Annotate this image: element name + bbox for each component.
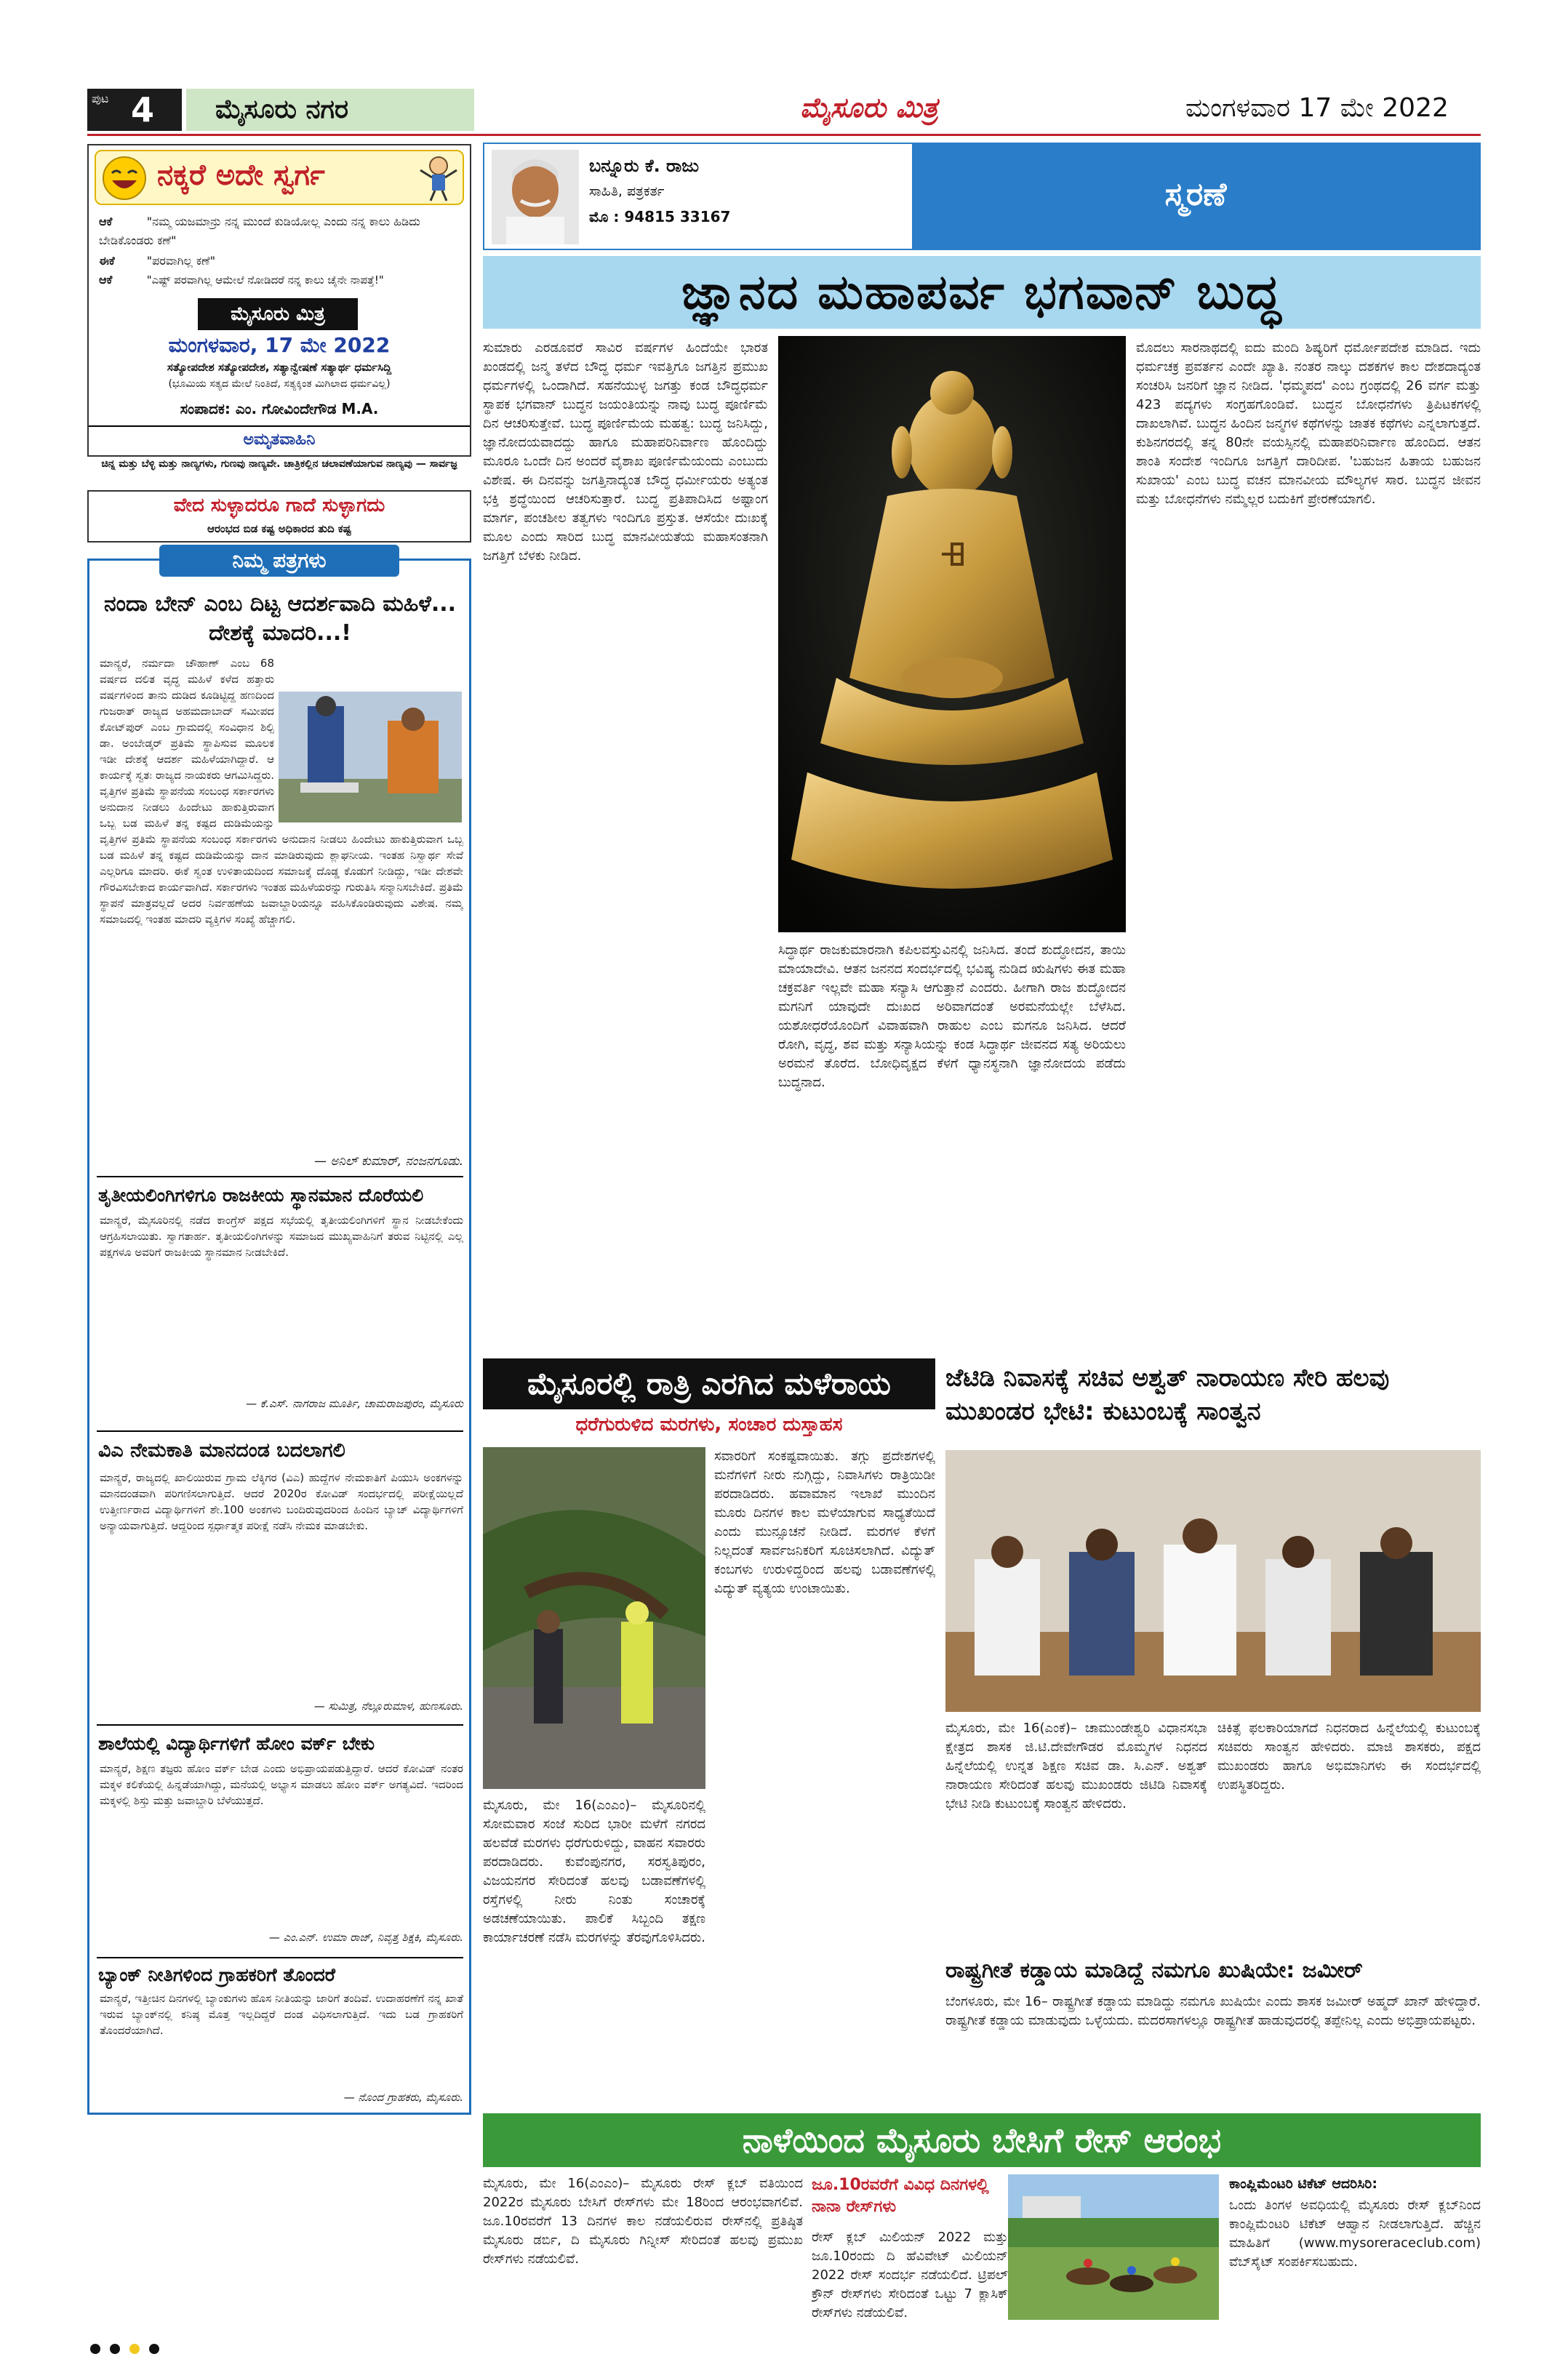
print-dot [149, 2344, 159, 2354]
joke-key: ಆಕೆ [99, 273, 113, 287]
leaders-visit-photo [945, 1450, 1481, 1712]
author-photo [492, 150, 579, 244]
letter-5-sign: — ನೊಂದ ಗ್ರಾಹಕರು, ಮೈಸೂರು. [343, 2091, 463, 2104]
letter-1-body-cont: ವೃತ್ತಿಗಳ ಪ್ರತಿಮೆ ಸ್ಥಾಪನೆಯ ಸಂಬಂಧ ಸರ್ಕಾರಗಳು ಅನುದಾನ ನೀಡಲು ಹಿಂದೇಟು ಹಾಕುತ್ತಿರುವಾಗ ಒಬ್ಬ ಬಡ ಮಹಿಳೆ ತನ್ನ ಕಷ್ಟದ ದುಡಿಮೆಯನ್ನು ದಾನ ಮಾಡಿರುವುದು ಶ್ಲಾಘನೀಯ. ಇಂತಹ ನಿಸ್ವಾರ್ಥ ಸೇವೆ ಎಲ್ಲರಿಗೂ ಮಾದರಿ. ಈಕೆ ಸ್ವಂತ ಉಳಿತಾಯದಿಂದ ಸಮಾಜಕ್ಕೆ ದೊಡ್ಡ ಕೊಡುಗೆ ನೀಡಿದ್ದು, ಇಡೀ ದೇಶವೇ ಗೌರವಿಸಬೇಕಾದ ಕಾರ್ಯವಾಗಿದೆ. ಸರ್ಕಾರಗಳು ಇಂತಹ ಮಹಿಳೆಯರನ್ನು ಗುರುತಿಸಿ ಸನ್ಮಾನಿಸಬೇಕಿದೆ. ಪ್ರತಿಮೆ ಸ್ಥಾಪನೆ ಮಾತ್ರವಲ್ಲದೆ ಅದರ ನಿರ್ವಹಣೆಯ ಜವಾಬ್ದಾರಿಯನ್ನೂ ವಹಿಸಿಕೊಂಡಿರುವುದು ವಿಶೇಷ. ನಮ್ಮ ಸಮಾಜದಲ್ಲಿ ಇಂತಹ ಮಾದರಿ ವ್ಯಕ್ತಿಗಳ ಸಂಖ್ಯೆ ಹೆಚ್ಚಾಗಲಿ. [100, 833, 463, 926]
letter-3-body: ಮಾನ್ಯರೆ, ರಾಜ್ಯದಲ್ಲಿ ಖಾಲಿಯಿರುವ ಗ್ರಾಮ ಲೆಕ್ಕಿಗರ (ವಿಎ) ಹುದ್ದೆಗಳ ನೇಮಕಾತಿಗೆ ಪಿಯುಸಿ ಅಂಕಗಳನ್ನು ಮಾನದಂಡವಾಗಿ ಪರಿಗಣಿಸಲಾಗುತ್ತಿದೆ. ಆದರೆ 2020ರ ಕೋವಿಡ್ ಸಂದರ್ಭದಲ್ಲಿ ಪರೀಕ್ಷೆಯಿಲ್ಲದೆ ಉತ್ತೀರ್ಣರಾದ ವಿದ್ಯಾರ್ಥಿಗಳಿಗೆ ಶೇ.100 ಅಂಕಗಳು ಬಂದಿರುವುದರಿಂದ ಹಿಂದಿನ ಬ್ಯಾಚ್ ವಿದ್ಯಾರ್ಥಿಗಳಿಗೆ ಅನ್ಯಾಯವಾಗುತ್ತಿದೆ. ಆದ್ದರಿಂದ ಸ್ಪರ್ಧಾತ್ಮಕ ಪರೀಕ್ಷೆ ನಡೆಸಿ ನೇಮಕ ಮಾಡಬೇಕು. [100, 1471, 463, 1532]
race-col-2-head: ಜೂ.10ರವರೆಗೆ ವಿವಿಧ ದಿನಗಳಲ್ಲಿ ನಾನಾ ರೇಸ್‌ಗಳು [812, 2176, 989, 2216]
mini-logo-box [198, 298, 358, 330]
amruta-text: ಚಿನ್ನ ಮತ್ತು ಬೆಳ್ಳಿ ಮತ್ತು ನಾಣ್ಯಗಳು, ಗುಣವು ನಾಣ್ಯವೇ. ಚಾತ್ರಿಕಲ್ಲಿನ ಚಲಾವಣೆಯಾಗುವ ನಾಣ್ಯವು — ಸಾರ್ವಜ್ಞ [101, 458, 457, 470]
mini-paper-logo: ಮೈಸೂರು ಮಿತ್ರ [231, 303, 325, 325]
letter-2-title: ತೃತೀಯಲಿಂಗಿಗಳಿಗೂ ರಾಜಕೀಯ ಸ್ಥಾನಮಾನ ದೊರೆಯಲಿ [98, 1185, 424, 1206]
letter-5-title: ಬ್ಯಾಂಕ್ ನೀತಿಗಳಿಂದ ಗ್ರಾಹಕರಿಗೆ ತೊಂದರೆ [98, 1964, 336, 1985]
joke-box [87, 144, 471, 457]
section-title-box [186, 89, 474, 131]
rain-col-1: ಮೈಸೂರು, ಮೇ 16(ಎಂಎಂ)– ಮೈಸೂರಿನಲ್ಲಿ ಸೋಮವಾರ ಸಂಜೆ ಸುರಿದ ಭಾರೀ ಮಳೆಗೆ ನಗರದ ಹಲವೆಡೆ ಮರಗಳು ಧರೆಗುರುಳಿದ್ದು, ವಾಹನ ಸವಾರರು ಪರದಾಡಿದರು. ಕುವೆಂಪುನಗರ, ಸರಸ್ವತಿಪುರಂ, ವಿಜಯನಗರ ಸೇರಿದಂತೆ ಹಲವು ಬಡಾವಣೆಗಳಲ್ಲಿ ರಸ್ತೆಗಳಲ್ಲಿ ನೀರು ನಿಂತು ಸಂಚಾರಕ್ಕೆ ಅಡಚಣೆಯಾಯಿತು. ಪಾಲಿಕೆ ಸಿಬ್ಬಂದಿ ತಕ್ಷಣ ಕಾರ್ಯಾಚರಣೆ ನಡೆಸಿ ಮರಗಳನ್ನು ತೆರವುಗೊಳಿಸಿದರು. [483, 1798, 705, 1945]
print-dot [110, 2344, 120, 2354]
rain-headline: ಮೈಸೂರಲ್ಲಿ ರಾತ್ರಿ ಎರಗಿದ ಮಳೆರಾಯ [483, 1358, 935, 1409]
column-label: ಸ್ಮರಣೆ [1164, 176, 1227, 213]
joke-line-3 [99, 271, 463, 289]
race-banner: ನಾಳೆಯಿಂದ ಮೈಸೂರು ಬೇಸಿಗೆ ರೇಸ್ ಆರಂಭ [483, 2113, 1481, 2167]
author-phone: ಮೊ : 94815 33167 [589, 208, 731, 225]
masthead-rule [87, 134, 1481, 136]
letter-4-sign: — ಎಂ.ಎನ್. ಉಮಾ ರಾಜ್, ನಿವೃತ್ತ ಶಿಕ್ಷಕಿ, ಮೈಸೂರು. [268, 1931, 463, 1944]
page-label: ಪುಟ [92, 92, 109, 105]
horse-race-photo [1008, 2174, 1219, 2320]
cartoon-figure-icon [416, 154, 461, 202]
page-number-box [87, 89, 182, 131]
letter-3-sign: — ಸುಮಿತ್ರ, ನೆಲ್ಲೂರುಮಾಳ, ಹುಣಸೂರು. [313, 1700, 463, 1713]
joke-key: ಆಕೆ [99, 215, 113, 228]
race-col-3: ಒಂದು ತಿಂಗಳ ಅವಧಿಯಲ್ಲಿ ಮೈಸೂರು ರೇಸ್ ಕ್ಲಬ್‌ನಿಂದ ಕಾಂಪ್ಲಿಮೆಂಟರಿ ಟಿಕೆಟ್ ಆಹ್ವಾನ ನೀಡಲಾಗುತ್ತಿದೆ. ಹೆಚ್ಚಿನ ಮಾಹಿತಿಗೆ (www.mysoreraceclub.com) ವೆಬ್‌ಸೈಟ್ ಸಂಪರ್ಕಿಸಬಹುದು. [1229, 2198, 1481, 2270]
author-role: ಸಾಹಿತಿ, ಪತ್ರಕರ್ತ [589, 183, 665, 199]
buddha-statue-photo [778, 336, 1126, 932]
veda-box [87, 490, 471, 543]
print-dot [90, 2344, 100, 2354]
print-dot [129, 2344, 140, 2354]
letter-4-title: ಶಾಲೆಯಲ್ಲಿ ವಿದ್ಯಾರ್ಥಿಗಳಿಗೆ ಹೋಂ ವರ್ಕ್ ಬೇಕು [98, 1733, 375, 1754]
letters-divider [97, 1724, 463, 1726]
smarane-col-1: ಸುಮಾರು ಎರಡೂವರೆ ಸಾವಿರ ವರ್ಷಗಳ ಹಿಂದೆಯೇ ಭಾರತ ಖಂಡದಲ್ಲಿ ಜನ್ಮ ತಳೆದ ಬೌದ್ಧ ಧರ್ಮ ಇವತ್ತಿಗೂ ಜಗತ್ತಿನ ಪ್ರಮುಖ ಧರ್ಮಗಳಲ್ಲಿ ಒಂದಾಗಿದೆ. ಸಹನೆಯುಳ್ಳ ಜಗತ್ತು ಕಂಡ ಬೌದ್ಧಧರ್ಮ ಸ್ಥಾಪಕ ಭಗವಾನ್ ಬುದ್ಧನ ಜಯಂತಿಯನ್ನು ನಾವು ಬುದ್ಧ ಪೂರ್ಣಿಮೆ ದಿನ ಆಚರಿಸುತ್ತೇವೆ. ಬುದ್ಧ ಪೂರ್ಣಿಮೆಯ ಮಹತ್ವ: ಬುದ್ಧ ಜನಿಸಿದ್ದು, ಜ್ಞಾನೋದಯವಾದದ್ದು ಹಾಗೂ ಮಹಾಪರಿನಿರ್ವಾಣ ಹೊಂದಿದ್ದು ಮೂರೂ ಒಂದೇ ದಿನ ಅಂದರೆ ವೈಶಾಖ ಪೂರ್ಣಿಮೆಯಂದು ಎಂಬುದು ವಿಶೇಷ. ಈ ದಿನವನ್ನು ಜಗತ್ತಿನಾದ್ಯಂತ ಬೌದ್ಧ ಧರ್ಮೀಯರು ಅತ್ಯಂತ ಭಕ್ತಿ ಶ್ರದ್ಧೆಯಿಂದ ಆಚರಿಸುತ್ತಾರೆ. ಬುದ್ಧ ಪ್ರತಿಪಾದಿಸಿದ ಅಷ್ಟಾಂಗ ಮಾರ್ಗ, ಪಂಚಶೀಲ ತತ್ವಗಳು ಇಂದಿಗೂ ಪ್ರಸ್ತುತ. ಆಸೆಯೇ ದುಃಖಕ್ಕೆ ಮೂಲ ಎಂದು ಸಾರಿದ ಬುದ್ಧ ಮಾನವೀಯತೆಯ ಮಹಾಸಂತನಾಗಿ ಜಗತ್ತಿಗೆ ಬೆಳಕು ನೀಡಿದ. [483, 340, 768, 564]
smarane-col-3: ಮೊದಲು ಸಾರನಾಥದಲ್ಲಿ ಐದು ಮಂದಿ ಶಿಷ್ಯರಿಗೆ ಧರ್ಮೋಪದೇಶ ಮಾಡಿದ. ಇದು ಧರ್ಮಚಕ್ರ ಪ್ರವರ್ತನ ಎಂದೇ ಖ್ಯಾತಿ. ನಂತರ ನಾಲ್ಕು ದಶಕಗಳ ಕಾಲ ದೇಶದಾದ್ಯಂತ ಸಂಚರಿಸಿ ಜನರಿಗೆ ಜ್ಞಾನ ನೀಡಿದ. 'ಧಮ್ಮಪದ' ಎಂಬ ಗ್ರಂಥದಲ್ಲಿ 26 ವರ್ಗ ಮತ್ತು 423 ಪದ್ಯಗಳು ಸಂಗ್ರಹಗೊಂಡಿವೆ. ಬುದ್ಧನ ಬೋಧನೆಗಳು ತ್ರಿಪಿಟಕಗಳಲ್ಲಿ ದಾಖಲಾಗಿವೆ. ಬುದ್ಧನ ಹಿಂದಿನ ಜನ್ಮಗಳ ಕಥೆಗಳನ್ನು ಜಾತಕ ಕಥೆಗಳು ಎನ್ನಲಾಗುತ್ತದೆ. ಕುಶಿನಗರದಲ್ಲಿ ತನ್ನ 80ನೇ ವಯಸ್ಸಿನಲ್ಲಿ ಮಹಾಪರಿನಿರ್ವಾಣ ಹೊಂದಿದ. ಆತನ ಶಾಂತಿ ಸಂದೇಶ ಇಂದಿಗೂ ಜಗತ್ತಿಗೆ ದಾರಿದೀಪ. 'ಬಹುಜನ ಹಿತಾಯ ಬಹುಜನ ಸುಖಾಯ' ಎಂಬ ಬುದ್ಧ ವಚನ ಮಾನವೀಯ ಮೌಲ್ಯಗಳ ಸಾರ. ಬುದ್ಧನ ಜೀವನ ಮತ್ತು ಬೋಧನೆಗಳು ನಮ್ಮೆಲ್ಲರ ಬದುಕಿಗೆ ಪ್ರೇರಣೆಯಾಗಲಿ. [1136, 340, 1481, 507]
letter-1-sign: — ಅನಿಲ್ ಕುಮಾರ್, ನಂಜನಗೂಡು. [313, 1154, 463, 1169]
ashwath-col-2: ಚಿಕಿತ್ಸೆ ಫಲಕಾರಿಯಾಗದೆ ನಿಧನರಾದ ಹಿನ್ನೆಲೆಯಲ್ಲಿ ಕುಟುಂಬಕ್ಕೆ ಸಚಿವರು ಸಾಂತ್ವನ ಹೇಳಿದರು. ಮಾಜಿ ಶಾಸಕರು, ಪಕ್ಷದ ಮುಖಂಡರು ಹಾಗೂ ಅಭಿಮಾನಿಗಳು ಈ ಸಂದರ್ಭದಲ್ಲಿ ಉಪಸ್ಥಿತರಿದ್ದರು. [1217, 1721, 1481, 1793]
ashwath-headline: ಜೆಟಿಡಿ ನಿವಾಸಕ್ಕೆ ಸಚಿವ ಅಶ್ವತ್ ನಾರಾಯಣ ಸೇರಿ ಹಲವು ಮುಖಂಡರ ಭೇಟಿ: ಕುಟುಂಬಕ್ಕೆ ಸಾಂತ್ವನ [945, 1364, 1390, 1426]
letters-divider [97, 1176, 463, 1177]
issue-date: ಮಂಗಳವಾರ 17 ಮೇ 2022 [1185, 93, 1449, 123]
joke-box-divider [89, 425, 470, 427]
veda-title: ವೇದ ಸುಳ್ಳಾದರೂ ಗಾದೆ ಸುಳ್ಳಾಗದು [173, 495, 385, 516]
letters-banner-title: ನಿಮ್ಮ ಪತ್ರಗಳು [232, 548, 327, 572]
ambedkar-statue-photo [279, 692, 462, 822]
letters-section [87, 548, 471, 2115]
joke-header [95, 150, 464, 205]
box-sub-line: ಸತ್ಯೋಪದೇಶ ಸತ್ಯೋಪದೇಶ, ಸತ್ಯಾನ್ವೇಷಣೆ ಸತ್ಯಾರ್ಥ ಧರ್ಮಸಿದ್ದಿ [167, 361, 392, 374]
letters-divider [97, 1430, 463, 1432]
section-title: ಮೈಸೂರು ನಗರ [215, 95, 349, 124]
letter-3-title: ವಿಎ ನೇಮಕಾತಿ ಮಾನದಂಡ ಬದಲಾಗಲಿ [98, 1439, 345, 1462]
page-number: 4 [131, 90, 155, 129]
editor-line: ಸಂಪಾದಕ: ಎಂ. ಗೋವಿಂದೇಗೌಡ M.A. [180, 400, 379, 417]
race-col-2: ರೇಸ್ ಕ್ಲಬ್ ಮಿಲಿಯನ್ 2022 ಮತ್ತು ಜೂ.10ರಂದು ದಿ ಹೆವಿವೇಟ್ ಮಿಲಿಯನ್ 2022 ರೇಸ್ ಸಂದರ್ಭ ನಡೆಯಲಿದೆ. ಟ್ರಿಪಲ್ ಕ್ರೌನ್ ರೇಸ್‌ಗಳು ಸೇರಿದಂತೆ ಒಟ್ಟು 7 ಕ್ಲಾಸಿಕ್ ರೇಸ್‌ಗಳು ನಡೆಯಲಿವೆ. [812, 2230, 1008, 2321]
letter-2-sign: — ಕೆ.ಎಸ್. ನಾಗರಾಜ ಮೂರ್ತಿ, ಚಾಮರಾಜಪುರಂ, ಮೈಸೂರು [246, 1397, 463, 1410]
race-col-3-head: ಕಾಂಪ್ಲಿಮೆಂಟರಿ ಟಿಕೆಟ್ ಆದರಿಸಿರಿ: [1229, 2176, 1377, 2192]
amruta-title: ಅಮೃತವಾಹಿನಿ [243, 431, 316, 449]
paper-logo: ಮೈಸೂರು ಮಿತ್ರ [800, 92, 938, 124]
letter-2-body: ಮಾನ್ಯರೆ, ಮೈಸೂರಿನಲ್ಲಿ ನಡೆದ ಕಾಂಗ್ರೆಸ್ ಪಕ್ಷದ ಸಭೆಯಲ್ಲಿ ತೃತೀಯಲಿಂಗಿಗಳಿಗೆ ಸ್ಥಾನ ನೀಡಬೇಕೆಂದು ಆಗ್ರಹಿಸಲಾಯಿತು. ಸ್ವಾಗತಾರ್ಹ. ತೃತೀಯಲಿಂಗಿಗಳನ್ನು ಸಮಾಜದ ಮುಖ್ಯವಾಹಿನಿಗೆ ತರುವ ನಿಟ್ಟಿನಲ್ಲಿ ಎಲ್ಲ ಪಕ್ಷಗಳೂ ಅವರಿಗೆ ರಾಜಕೀಯ ಸ್ಥಾನಮಾನ ನೀಡಬೇಕಿದೆ. [100, 1214, 463, 1259]
joke-text: "ನಮ್ಮ ಯಜಮಾನ್ರು ನನ್ನ ಮುಂದೆ ಕುಡಿಯೋಲ್ಲ ಎಂದು ನನ್ನ ಕಾಲು ಹಿಡಿದು ಬೇಡಿಕೊಂಡರು ಕಣೆ" [99, 215, 420, 247]
laughing-face-icon [102, 156, 147, 201]
footer-dots-left [87, 2343, 162, 2357]
joke-box-title: ನಕ್ಕರೆ ಅದೇ ಸ್ವರ್ಗ [157, 159, 325, 192]
letter-4-body: ಮಾನ್ಯರೆ, ಶಿಕ್ಷಣ ತಜ್ಞರು ಹೋಂ ವರ್ಕ್ ಬೇಡ ಎಂದು ಅಭಿಪ್ರಾಯಪಡುತ್ತಿದ್ದಾರೆ. ಆದರೆ ಕೋವಿಡ್ ನಂತರ ಮಕ್ಕಳ ಕಲಿಕೆಯಲ್ಲಿ ಹಿನ್ನಡೆಯಾಗಿದ್ದು, ಮನೆಯಲ್ಲಿ ಅಭ್ಯಾಸ ಮಾಡಲು ಹೋಂ ವರ್ಕ್ ಅಗತ್ಯವಿದೆ. ಇದರಿಂದ ಮಕ್ಕಳಲ್ಲಿ ಶಿಸ್ತು ಮತ್ತು ಜವಾಬ್ದಾರಿ ಬೆಳೆಯುತ್ತದೆ. [100, 1762, 463, 1807]
rain-col-2: ಸವಾರರಿಗೆ ಸಂಕಷ್ಟವಾಯಿತು. ತಗ್ಗು ಪ್ರದೇಶಗಳಲ್ಲಿ ಮನೆಗಳಿಗೆ ನೀರು ನುಗ್ಗಿದ್ದು, ನಿವಾಸಿಗಳು ರಾತ್ರಿಯಿಡೀ ಪರದಾಡಿದರು. ಹವಾಮಾನ ಇಲಾಖೆ ಮುಂದಿನ ಮೂರು ದಿನಗಳ ಕಾಲ ಮಳೆಯಾಗುವ ಸಾಧ್ಯತೆಯಿದೆ ಎಂದು ಮುನ್ಸೂಚನೆ ನೀಡಿದೆ. ಮರಗಳ ಕೆಳಗೆ ನಿಲ್ಲದಂತೆ ಸಾರ್ವಜನಿಕರಿಗೆ ಸೂಚಿಸಲಾಗಿದೆ. ವಿದ್ಯುತ್ ಕಂಬಗಳು ಉರುಳಿದ್ದರಿಂದ ಹಲವು ಬಡಾವಣೆಗಳಲ್ಲಿ ವಿದ್ಯುತ್ ವ್ಯತ್ಯಯ ಉಂಟಾಯಿತು. [714, 1449, 935, 1596]
letters-divider [97, 1957, 463, 1958]
race-col-1: ಮೈಸೂರು, ಮೇ 16(ಎಂಎಂ)– ಮೈಸೂರು ರೇಸ್ ಕ್ಲಬ್ ವತಿಯಿಂದ 2022ರ ಮೈಸೂರು ಬೇಸಿಗೆ ರೇಸ್‌ಗಳು ಮೇ 18ರಿಂದ ಆರಂಭವಾಗಲಿವೆ. ಜೂ.10ರವರೆಗೆ 13 ದಿನಗಳ ಕಾಲ ನಡೆಯಲಿರುವ ರೇಸ್‌ನಲ್ಲಿ ಪ್ರತಿಷ್ಠಿತ ಮೈಸೂರು ಡರ್ಬಿ, ದಿ ಮೈಸೂರು ಗಿನ್ನೀಸ್ ಸೇರಿದಂತೆ ಹಲವು ಪ್ರಮುಖ ರೇಸ್‌ಗಳು ನಡೆಯಲಿವೆ. [483, 2176, 803, 2267]
ashwath-col-1: ಮೈಸೂರು, ಮೇ 16(ಎಂಕೆ)– ಚಾಮುಂಡೇಶ್ವರಿ ವಿಧಾನಸಭಾ ಕ್ಷೇತ್ರದ ಶಾಸಕ ಜಿ.ಟಿ.ದೇವೇಗೌಡರ ಮೊಮ್ಮಗಳ ನಿಧನದ ಹಿನ್ನೆಲೆಯಲ್ಲಿ ಉನ್ನತ ಶಿಕ್ಷಣ ಸಚಿವ ಡಾ. ಸಿ.ಎನ್. ಅಶ್ವತ್ ನಾರಾಯಣ ಸೇರಿದಂತೆ ಹಲವು ಮುಖಂಡರು ಜಿಟಿಡಿ ನಿವಾಸಕ್ಕೆ ಭೇಟಿ ನೀಡಿ ಕುಟುಂಬಕ್ಕೆ ಸಾಂತ್ವನ ಹೇಳಿದರು. [945, 1721, 1207, 1811]
letter-1-body: ಮಾನ್ಯರೆ, ನರ್ಮದಾ ಚೌಹಾಣ್ ಎಂಬ 68 ವರ್ಷದ ದಲಿತ ವೃದ್ಧ ಮಹಿಳೆ ಕಳೆದ ಹತ್ತಾರು ವರ್ಷಗಳಿಂದ ತಾನು ದುಡಿದ ಕೂಡಿಟ್ಟಿದ್ದ ಹಣದಿಂದ ಗುಜರಾತ್ ರಾಜ್ಯದ ಅಹಮದಾಬಾದ್ ಸಮೀಪದ ಕೋಟ್‌ಪುರ್ ಎಂಬ ಗ್ರಾಮದಲ್ಲಿ ಸಂವಿಧಾನ ಶಿಲ್ಪಿ ಡಾ. ಅಂಬೇಡ್ಕರ್ ಪ್ರತಿಮೆ ಸ್ಥಾಪಿಸುವ ಮೂಲಕ ಇಡೀ ದೇಶಕ್ಕೆ ಆದರ್ಶ ಮಹಿಳೆಯಾಗಿದ್ದಾರೆ. ಆ ಕಾರ್ಯಕ್ಕೆ ಸ್ವತಃ ರಾಜ್ಯದ ನಾಯಕರು ಆಗಮಿಸಿದ್ದರು. ವೃತ್ತಿಗಳ ಪ್ರತಿಮೆ ಸ್ಥಾಪನೆಯ ಸಂಬಂಧ ಸರ್ಕಾರಗಳು ಅನುದಾನ ನೀಡಲು ಹಿಂದೇಟು ಹಾಕುತ್ತಿರುವಾಗ ಒಬ್ಬ ಬಡ ಮಹಿಳೆ ತನ್ನ ಕಷ್ಟದ ದುಡಿಮೆಯನ್ನು [100, 657, 274, 830]
masthead [87, 89, 1481, 132]
letter-5-body: ಮಾನ್ಯರೆ, ಇತ್ತೀಚಿನ ದಿನಗಳಲ್ಲಿ ಬ್ಯಾಂಕುಗಳು ಹೊಸ ನೀತಿಯನ್ನು ಜಾರಿಗೆ ತಂದಿವೆ. ಉದಾಹರಣೆಗೆ ನನ್ನ ಖಾತೆ ಇರುವ ಬ್ಯಾಂಕ್‌ನಲ್ಲಿ ಕನಿಷ್ಠ ಮೊತ್ತ ಇಲ್ಲದಿದ್ದರೆ ದಂಡ ವಿಧಿಸಲಾಗುತ್ತಿದೆ. ಇದು ಬಡ ಗ್ರಾಹಕರಿಗೆ ತೊಂದರೆಯಾಗಿದೆ. [100, 1992, 463, 2037]
column-label-box [912, 144, 1479, 249]
smarane-headline: ಜ್ಞಾನದ ಮಹಾಪರ್ವ ಭಗವಾನ್ ಬುದ್ಧ [483, 256, 1481, 329]
smarane-header [483, 143, 1481, 250]
letter-1-title: ನಂದಾ ಬೇನ್ ಎಂಬ ದಿಟ್ಟ ಆದರ್ಶವಾದಿ ಮಹಿಳೆ... ದೇಶಕ್ಕೆ ಮಾದರಿ...! [103, 591, 457, 646]
box-date-line: ಮಂಗಳವಾರ, 17 ಮೇ 2022 [168, 333, 391, 357]
smarane-col-2: ಸಿದ್ಧಾರ್ಥ ರಾಜಕುಮಾರನಾಗಿ ಕಪಿಲವಸ್ತುವಿನಲ್ಲಿ ಜನಿಸಿದ. ತಂದೆ ಶುದ್ಧೋದನ, ತಾಯಿ ಮಾಯಾದೇವಿ. ಆತನ ಜನನದ ಸಂದರ್ಭದಲ್ಲಿ ಭವಿಷ್ಯ ನುಡಿದ ಋಷಿಗಳು ಈತ ಮಹಾ ಚಕ್ರವರ್ತಿ ಇಲ್ಲವೇ ಮಹಾ ಸನ್ಯಾಸಿ ಆಗುತ್ತಾನೆ ಎಂದರು. ಹೀಗಾಗಿ ರಾಜ ಶುದ್ಧೋದನ ಮಗನಿಗೆ ಯಾವುದೇ ದುಃಖದ ಅರಿವಾಗದಂತೆ ಅರಮನೆಯಲ್ಲೇ ಬೆಳೆಸಿದ. ಯಶೋಧರೆಯೊಂದಿಗೆ ವಿವಾಹವಾಗಿ ರಾಹುಲ ಎಂಬ ಮಗನೂ ಜನಿಸಿದ. ಆದರೆ ರೋಗಿ, ವೃದ್ಧ, ಶವ ಮತ್ತು ಸನ್ಯಾಸಿಯನ್ನು ಕಂಡ ಸಿದ್ಧಾರ್ಥ ಜೀವನದ ಸತ್ಯ ಅರಿಯಲು ಅರಮನೆ ತೊರೆದ. ಬೋಧಿವೃಕ್ಷದ ಕೆಳಗೆ ಧ್ಯಾನಸ್ಥನಾಗಿ ಜ್ಞಾನೋದಯ ಪಡೆದು ಬುದ್ಧನಾದ. [778, 942, 1126, 1090]
zameer-headline: ರಾಷ್ಟ್ರಗೀತೆ ಕಡ್ಡಾಯ ಮಾಡಿದ್ದೆ ನಮಗೂ ಖುಷಿಯೇ: ಜಮೀರ್ [945, 1958, 1363, 1983]
rain-subhead: ಧರೆಗುರುಳಿದ ಮರಗಳು, ಸಂಚಾರ ದುಸ್ತಾಹಸ [575, 1414, 843, 1436]
joke-line-1 [99, 212, 463, 250]
fallen-tree-photo [483, 1447, 705, 1789]
box-sub-line-2: (ಭೂಮಿಯ ಸತ್ಯದ ಮೇಲೆ ನಿಂತಿದೆ, ಸತ್ಯಕ್ಕಿಂತ ಮಿಗಿಲಾದ ಧರ್ಮವಿಲ್ಲ) [168, 378, 391, 390]
veda-text: ಆರಂಭದ ಬಿಡ ಕಷ್ಟ ಅಧಿಕಾರದ ತುದಿ ಕಷ್ಟ [207, 522, 351, 535]
joke-text: "ಎಷ್ಟ್ ಪರವಾಗಿಲ್ಲ ಆಮೇಲೆ ನೋಡಿದರೆ ನನ್ನ ಕಾಲು ಚೈನೇ ನಾಪತ್ತೆ!" [146, 273, 384, 287]
letters-banner [159, 545, 399, 577]
author-name: ಬನ್ನೂರು ಕೆ. ರಾಜು [589, 156, 699, 176]
joke-text: "ಪರವಾಗಿಲ್ಲ ಕಣೆ" [146, 254, 216, 268]
joke-line-2 [99, 252, 463, 271]
joke-key: ಈಕೆ [99, 254, 115, 268]
zameer-body: ಬೆಂಗಳೂರು, ಮೇ 16– ರಾಷ್ಟ್ರಗೀತೆ ಕಡ್ಡಾಯ ಮಾಡಿದ್ದು ನಮಗೂ ಖುಷಿಯೇ ಎಂದು ಶಾಸಕ ಜಮೀರ್ ಅಹ್ಮದ್ ಖಾನ್ ಹೇಳಿದ್ದಾರೆ. ರಾಷ್ಟ್ರಗೀತೆ ಕಡ್ಡಾಯ ಮಾಡುವುದು ಒಳ್ಳೆಯದು. ಮದರಸಾಗಳಲ್ಲೂ ರಾಷ್ಟ್ರಗೀತೆ ಹಾಡುವುದರಲ್ಲಿ ತಪ್ಪೇನಿಲ್ಲ ಎಂದು ಅಭಿಪ್ರಾಯಪಟ್ಟರು. [945, 1994, 1481, 2028]
